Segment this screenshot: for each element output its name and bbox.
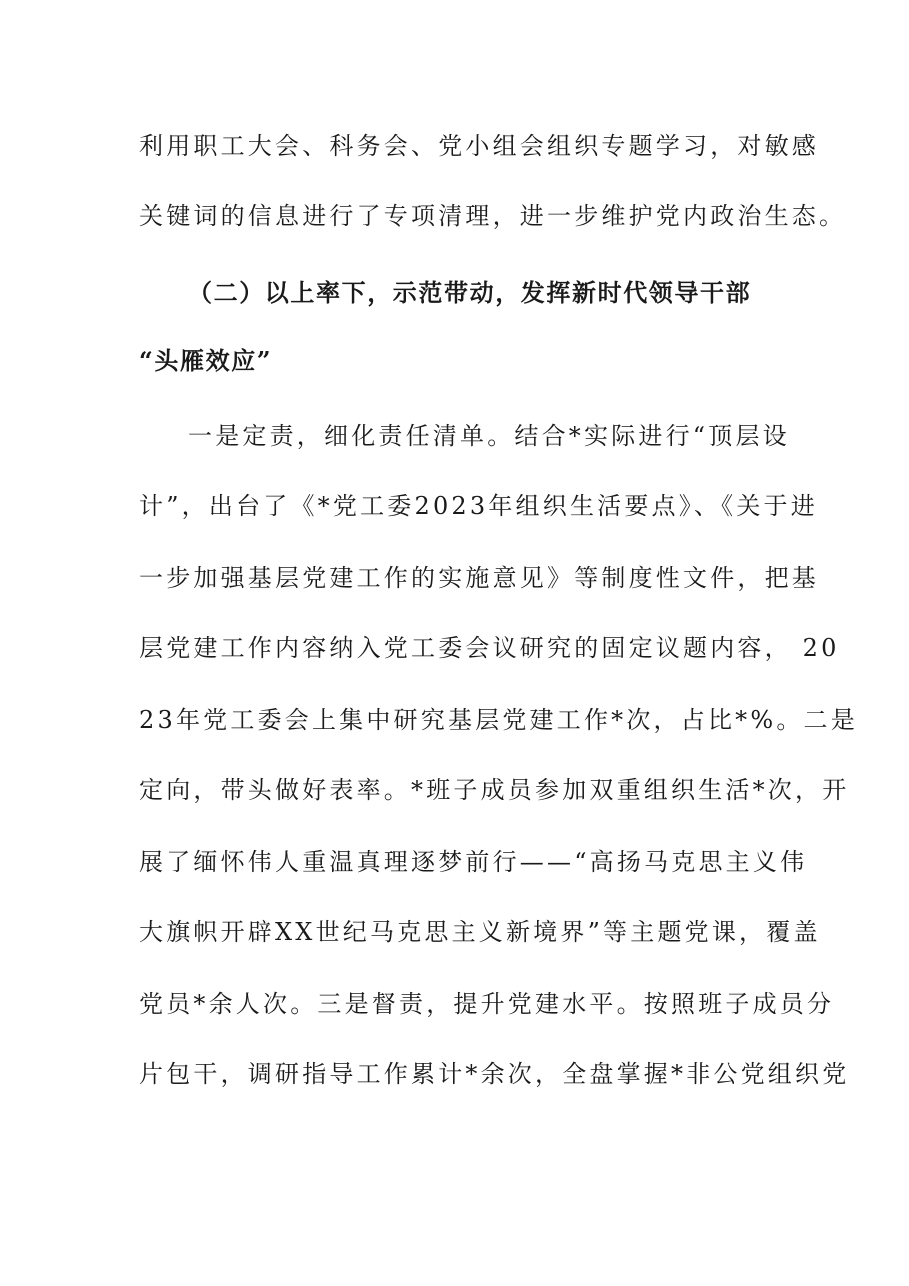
paragraph-line-8: 定向，带头做好表率。*班子成员参加双重组织生活*次，开 (139, 776, 850, 804)
paragraph-line-6: 层党建工作内容纳入党工委会议研究的固定议题内容， 20 (139, 634, 840, 662)
paragraph-line-9: 展了缅怀伟人重温真理逐梦前行——“高扬马克思主义伟 (139, 848, 808, 876)
section-heading-line-2: “头雁效应” (139, 346, 273, 375)
section-heading-line-1: （二）以上率下，示范带动，发挥新时代领导干部 (188, 278, 752, 307)
paragraph-line-2: 关键词的信息进行了专项清理，进一步维护党内政治生态。 (139, 202, 847, 230)
paragraph-line-1: 利用职工大会、科务会、党小组会组织专题学习，对敏感 (139, 132, 819, 160)
paragraph-line-10: 大旗帜开辟XX世纪马克思主义新境界”等主题党课，覆盖 (139, 918, 821, 946)
paragraph-line-5: 一步加强基层党建工作的实施意见》等制度性文件，把基 (139, 564, 819, 592)
paragraph-line-3: 一是定责，细化责任清单。结合*实际进行“顶层设 (188, 422, 790, 450)
paragraph-line-11: 党员*余人次。三是督责，提升党建水平。按照班子成员分 (139, 990, 835, 1018)
paragraph-line-7: 23年党工委会上集中研究基层党建工作*次，占比*%。二是 (139, 706, 858, 734)
paragraph-line-12: 片包干，调研指导工作累计*余次，全盘掌握*非公党组织党 (139, 1060, 850, 1088)
paragraph-line-4: 计”，出台了《*党工委2023年组织生活要点》、《关于进 (139, 492, 818, 520)
